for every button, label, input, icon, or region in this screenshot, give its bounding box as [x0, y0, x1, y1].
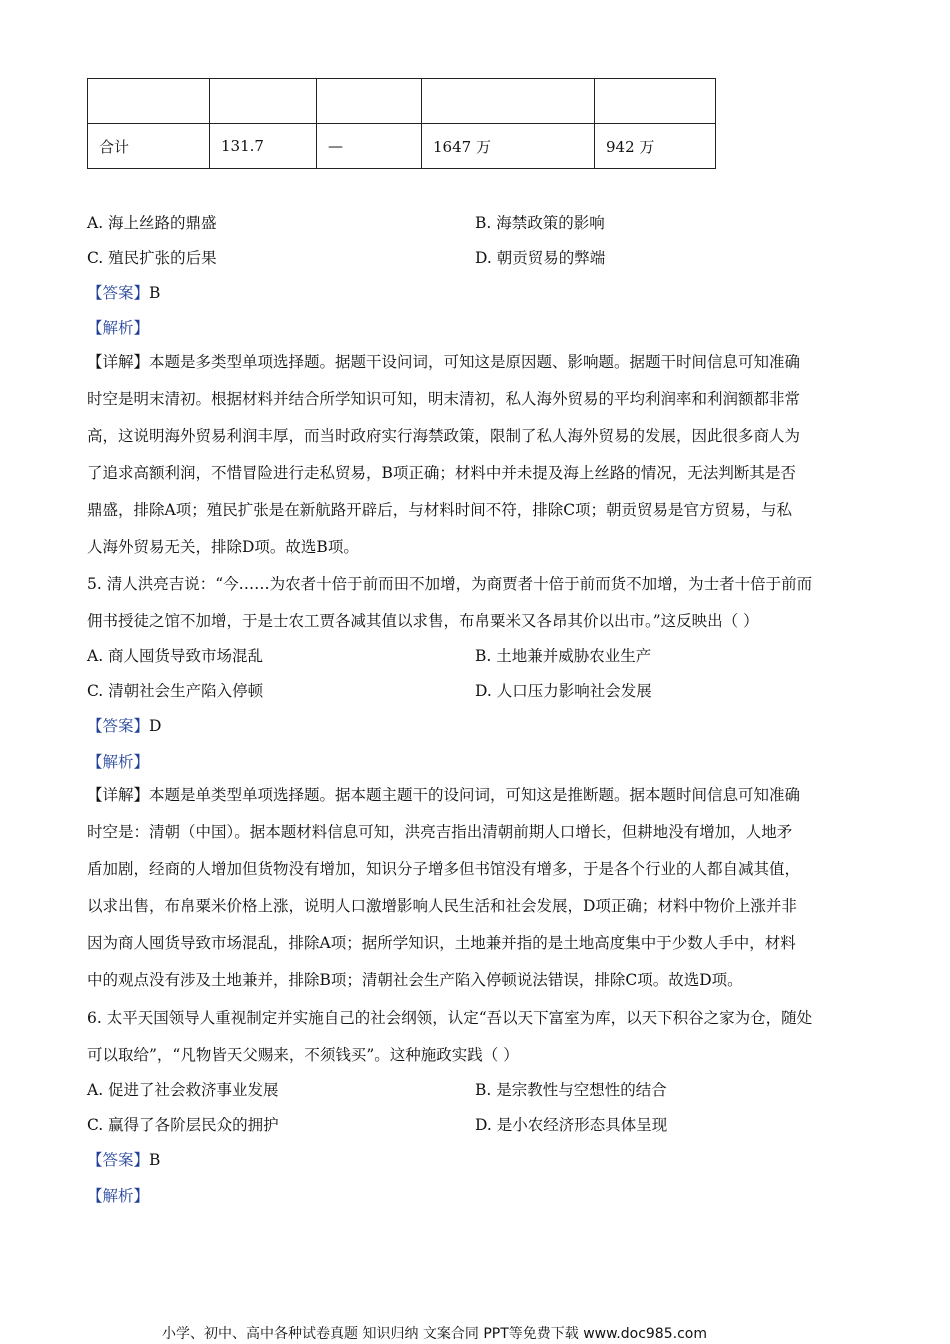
table-cell: — [317, 124, 422, 169]
detail-line: 中的观点没有涉及土地兼并，排除B项；清朝社会生产陷入停顿说法错误，排除C项。故选D项。 [87, 971, 743, 989]
detail-line: 时空是明末清初。根据材料并结合所学知识可知，明末清初，私人海外贸易的平均利润率和利润额都非常 [87, 390, 801, 408]
table-cell: 合计 [88, 124, 210, 169]
q5-detail [87, 777, 867, 999]
q5-option-c: C. 清朝社会生产陷入停顿 [87, 682, 264, 700]
answer-tag: 【答案】 [87, 284, 150, 302]
table-cell: 131.7 [210, 124, 317, 169]
q5-stem [87, 566, 867, 640]
table-row [88, 124, 716, 169]
q4-analysis-tag: 【解析】 [87, 319, 150, 337]
q5-analysis-tag: 【解析】 [87, 753, 150, 771]
table-cell [88, 79, 210, 124]
detail-line: 【详解】本题是多类型单项选择题。据题干设问词，可知这是原因题、影响题。据题干时间信息可知准确 [87, 353, 801, 371]
q6-stem [87, 1000, 867, 1074]
q6-option-b: B. 是宗教性与空想性的结合 [475, 1081, 667, 1099]
stem-line: 5. 清人洪亮吉说：“今……为农者十倍于前而田不加增，为商贾者十倍于前而货不加增，为士者十倍于前而 [87, 575, 813, 593]
q6-option-c: C. 赢得了各阶层民众的拥护 [87, 1116, 279, 1134]
trade-table [87, 78, 716, 169]
q4-answer [87, 283, 160, 303]
q4-detail [87, 344, 867, 566]
q4-option-b: B. 海禁政策的影响 [475, 214, 605, 232]
stem-line: 佣书授徒之馆不加增，于是士农工贾各减其值以求售，布帛粟米又各昂其价以出市。”这反映出（ ） [87, 612, 759, 630]
stem-line: 6. 太平天国领导人重视制定并实施自己的社会纲领，认定“吾以天下富室为库，以天下积谷之家为仓，随处 [87, 1009, 813, 1027]
footer-banner[interactable]: 小学、初中、高中各种试卷真题 知识归纳 文案合同 PPT等免费下载 www.doc985.com [162, 1326, 707, 1342]
q6-option-d: D. 是小农经济形态具体呈现 [475, 1116, 668, 1134]
detail-line: 人海外贸易无关，排除D项。故选B项。 [87, 538, 359, 556]
table-cell [422, 79, 595, 124]
answer-value: D [149, 717, 162, 735]
answer-tag: 【答案】 [87, 1151, 150, 1169]
table-cell [595, 79, 716, 124]
q6-analysis-tag: 【解析】 [87, 1187, 150, 1205]
table-cell: 1647 万 [422, 124, 595, 169]
answer-tag: 【答案】 [87, 717, 150, 735]
q4-option-a: A. 海上丝路的鼎盛 [87, 214, 217, 232]
q4-option-d: D. 朝贡贸易的弊端 [475, 249, 606, 267]
detail-line: 高，这说明海外贸易利润丰厚，而当时政府实行海禁政策，限制了私人海外贸易的发展，因此很多商人为 [87, 427, 801, 445]
q5-option-d: D. 人口压力影响社会发展 [475, 682, 652, 700]
detail-line: 以求出售，布帛粟米价格上涨，说明人口激增影响人民生活和社会发展，D项正确；材料中物价上涨并非 [87, 897, 797, 915]
q5-answer [87, 716, 161, 736]
q4-option-c: C. 殖民扩张的后果 [87, 249, 217, 267]
detail-line: 鼎盛，排除A项；殖民扩张是在新航路开辟后，与材料时间不符，排除C项；朝贡贸易是官方贸易，与私 [87, 501, 793, 519]
q5-option-b: B. 土地兼并威胁农业生产 [475, 647, 652, 665]
answer-value: B [149, 284, 161, 302]
detail-line: 因为商人囤货导致市场混乱，排除A项；据所学知识，土地兼并指的是土地高度集中于少数人手中，材料 [87, 934, 796, 952]
detail-tag: 【详解】 [87, 786, 150, 804]
table-row [88, 79, 716, 124]
q6-answer [87, 1150, 160, 1170]
detail-line: 盾加剧，经商的人增加但货物没有增加，知识分子增多但书馆没有增多，于是各个行业的人都自减其值， [87, 860, 801, 878]
q6-option-a: A. 促进了社会救济事业发展 [87, 1081, 279, 1099]
table-cell [317, 79, 422, 124]
detail-line: 【详解】本题是单类型单项选择题。据本题主题干的设问词，可知这是推断题。据本题时间信息可知准确 [87, 786, 801, 804]
answer-value: B [149, 1151, 161, 1169]
detail-line: 了追求高额利润，不惜冒险进行走私贸易，B项正确；材料中并未提及海上丝路的情况，无法判断其是否 [87, 464, 796, 482]
detail-line: 时空是：清朝（中国）。据本题材料信息可知，洪亮吉指出清朝前期人口增长，但耕地没有增加，人地矛 [87, 823, 793, 841]
table-cell [210, 79, 317, 124]
stem-line: 可以取给”，“凡物皆天父赐来，不须钱买”。这种施政实践（ ） [87, 1046, 519, 1064]
q5-option-a: A. 商人囤货导致市场混乱 [87, 647, 264, 665]
detail-tag: 【详解】 [87, 353, 150, 371]
table-cell: 942 万 [595, 124, 716, 169]
